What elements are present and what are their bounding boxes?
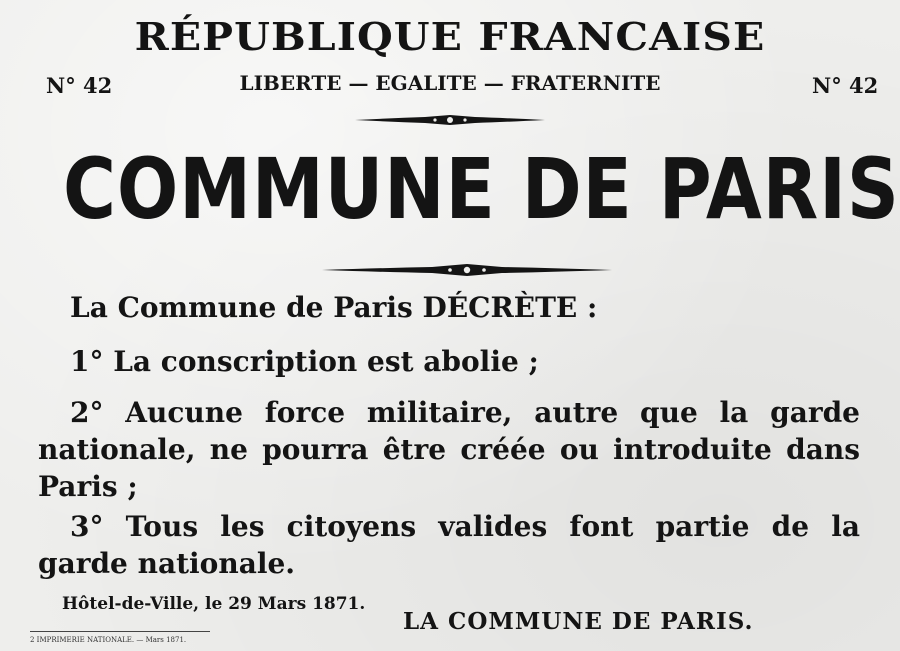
republic-heading: RÉPUBLIQUE FRANCAISE <box>134 14 766 59</box>
poster-number-right: N° 42 <box>812 73 879 98</box>
poster-number-left: N° 42 <box>46 73 113 98</box>
printer-rule <box>30 630 210 633</box>
ornament-rule-bottom <box>322 263 612 277</box>
motto: LIBERTE — EGALITE — FRATERNITE <box>239 71 661 95</box>
signature: LA COMMUNE DE PARIS. <box>403 608 754 635</box>
printer-imprint: 2 IMPRIMERIE NATIONALE. — Mars 1871. <box>30 636 187 644</box>
decree-article-3: 3° Tous les citoyens valides font partie de la garde nationale. <box>38 510 860 580</box>
decree-article-2: 2° Aucune force militaire, autre que la garde nationale, ne pourra être créée ou introduite dans Paris ; <box>38 396 860 503</box>
decree-heading: La Commune de Paris DÉCRÈTE : <box>70 291 598 324</box>
date-line: Hôtel-de-Ville, le 29 Mars 1871. <box>62 594 366 614</box>
decree-article-1: 1° La conscription est abolie ; <box>70 345 539 378</box>
commune-title: COMMUNE DE PARIS <box>63 140 900 238</box>
ornament-rule-top <box>355 113 545 127</box>
